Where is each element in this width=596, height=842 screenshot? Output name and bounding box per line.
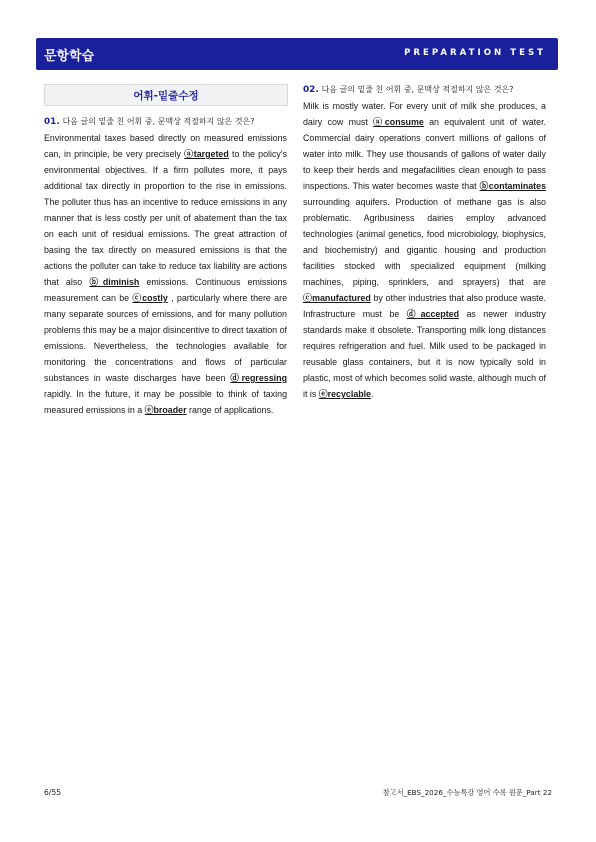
passage-text: Environmental taxes based directly on measured emissions can, in principle, be very precisely xyxy=(44,133,287,159)
question-2-header xyxy=(303,82,546,98)
passage-text: by other industries that also produce waste. Infrastructure must be xyxy=(303,293,547,319)
question-1-number: 01. xyxy=(44,117,60,127)
question-2-prompt: 다음 글의 밑줄 친 어휘 중, 문맥상 적절하지 않은 것은? xyxy=(321,85,514,94)
source-label: 참고서_EBS_2026_수능특강 영어 수록 원문_Part 22 xyxy=(382,788,552,797)
passage-text: . xyxy=(371,389,374,399)
underlined-choice: ⓓregressing xyxy=(230,373,287,383)
passage-text: Milk is mostly water. For every unit of milk she produces, a dairy cow must xyxy=(303,101,546,127)
header-subtitle: PREPARATION TEST xyxy=(404,48,546,58)
section-title: 어휘-밑줄수정 xyxy=(44,84,288,106)
underlined-choice: ⓔbroader xyxy=(144,405,187,415)
passage-text: an equivalent unit of water. Commercial dairy operations convert millions of gallons of water into milk. They use thousands of gallons of water daily to keep their herds and megafacilities clean enough to pass inspections. This water becomes waste that xyxy=(303,117,546,191)
page-number: 6/55 xyxy=(44,788,62,797)
question-1-prompt: 다음 글의 밑줄 친 어휘 중, 문맥상 적절하지 않은 것은? xyxy=(62,117,255,126)
underlined-choice: ⓓaccepted xyxy=(406,309,460,319)
question-1 xyxy=(44,114,287,418)
underlined-choice: ⓔrecyclable xyxy=(318,389,372,399)
underlined-choice: ⓒcostly xyxy=(132,293,168,303)
underlined-choice: ⓐconsume xyxy=(373,117,424,127)
question-1-header xyxy=(44,114,287,130)
question-2-number: 02. xyxy=(303,85,319,95)
question-2 xyxy=(303,82,546,402)
header-title: 문항학습 xyxy=(44,49,95,64)
passage-text: surrounding aquifers. Production of methane gas is also problematic. Agribusiness dairies employ advanced technologies (animal genetics, food microbiology, biophysics, and biochemistry) and gigantic housing and production facilities stocked with specialized equipment (milking machines, piping, sprinklers, and sprayers) that are xyxy=(303,197,546,287)
underlined-choice: ⓐtargeted xyxy=(184,149,229,159)
passage-text: emissions. Continuous emissions measurement can be xyxy=(44,277,287,303)
passage-text: as newer industry standards make it obsolete. Transporting milk long distances requires refrigeration and fuel. Milk used to be packaged in reusable glass containers, but it is now typically sold in plastic, most of which becomes solid waste, although much of it is xyxy=(303,309,546,399)
passage-text: range of applications. xyxy=(186,405,274,415)
header-bar xyxy=(36,38,558,70)
underlined-choice: ⓒmanufactured xyxy=(303,293,371,303)
passage-text: , particularly where there are many separate sources of emissions, and for many pollution problems this may be a major disincentive to direct taxation of emissions. Nevertheless, the technologies available for monitoring the concentrations and flows of particular substances in waste discharges have been xyxy=(44,293,288,383)
passage-text: to the policy's environmental objectives. If a firm pollutes more, it pays additional tax directly in proportion to the rise in emissions. The polluter thus has an incentive to reduce emissions in any manner that is less costly per unit of abatement than the tax on each unit of residual emissions. The great attraction of basing the tax directly on measured emissions is that the actions the polluter can take to reduce tax liability are actions that also xyxy=(44,149,288,287)
question-1-passage xyxy=(44,130,287,418)
question-2-passage xyxy=(303,98,546,402)
passage-text: rapidly. In the future, it may be possible to think of taxing measured emissions in a xyxy=(44,389,287,415)
underlined-choice: ⓑdiminish xyxy=(89,277,140,287)
underlined-choice: ⓑcontaminates xyxy=(479,181,547,191)
